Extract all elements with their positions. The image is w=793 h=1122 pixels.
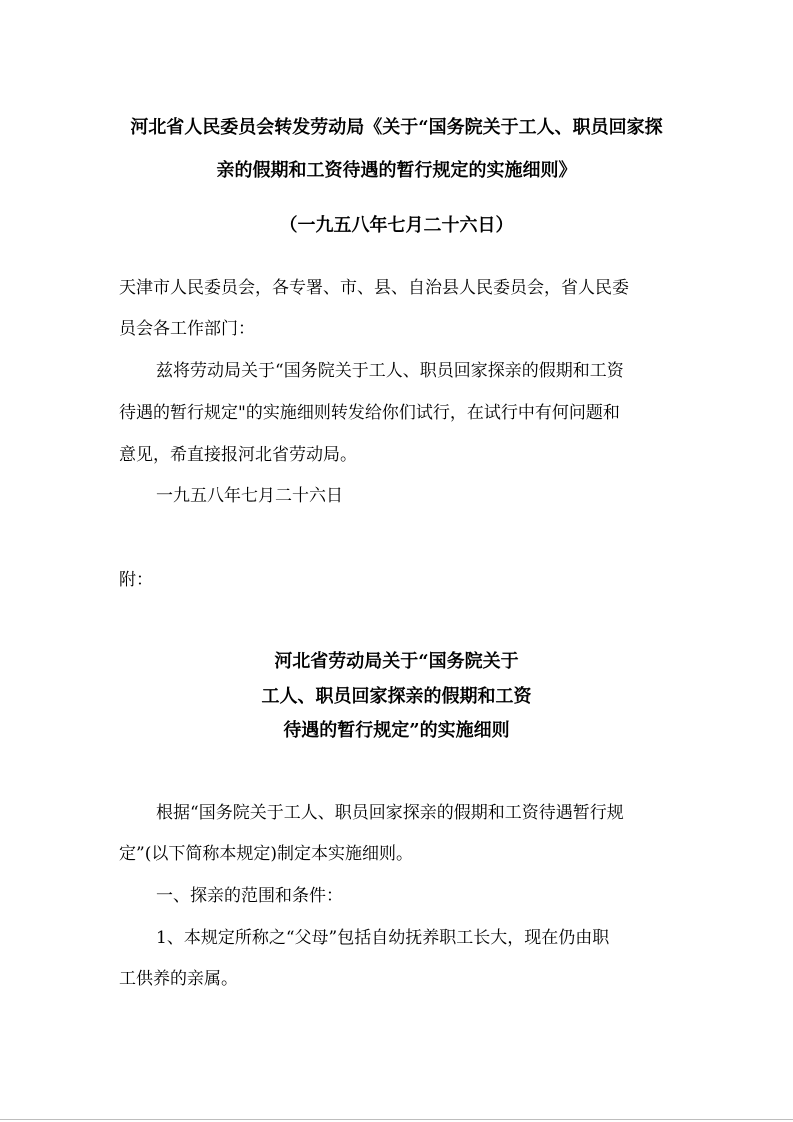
addressee-line-2: 员会各工作部门： (119, 319, 255, 339)
attachment-label: 附： (119, 570, 153, 590)
body-line-1: 兹将劳动局关于“国务院关于工人、职员回家探亲的假期和工资 (156, 361, 624, 381)
title-line-2: 亲的假期和工资待遇的暂行规定的实施细则》 (216, 160, 577, 181)
attachment-title-line-2: 工人、职员回家探亲的假期和工资 (261, 686, 532, 707)
body-line-2: 待遇的暂行规定"的实施细则转发给你们试行，在试行中有何问题和 (119, 403, 620, 423)
intro-line-2: 定”(以下简称本规定)制定本实施细则。 (119, 844, 413, 864)
body-line-3: 意见，希直接报河北省劳动局。 (119, 445, 357, 465)
item-1-line-2: 工供养的亲属。 (119, 969, 238, 989)
attachment-title-line-1: 河北省劳动局关于“国务院关于 (274, 651, 519, 672)
section-1-heading: 一、探亲的范围和条件： (156, 886, 343, 906)
date-heading: （一九五八年七月二十六日） (279, 215, 514, 236)
page-bottom-divider (0, 1119, 793, 1120)
addressee-line-1: 天津市人民委员会，各专署、市、县、自治县人民委员会，省人民委 (119, 278, 629, 298)
intro-line-1: 根据“国务院关于工人、职员回家探亲的假期和工资待遇暂行规 (156, 803, 624, 823)
item-1-line-1: 1、本规定所称之“父母”包括自幼抚养职工长大，现在仍由职 (156, 928, 610, 948)
attachment-title-line-3: 待遇的暂行规定”的实施细则 (283, 720, 510, 741)
title-line-1: 河北省人民委员会转发劳动局《关于“国务院关于工人、职员回家探 (130, 117, 663, 138)
letter-date: 一九五八年七月二十六日 (156, 486, 343, 506)
